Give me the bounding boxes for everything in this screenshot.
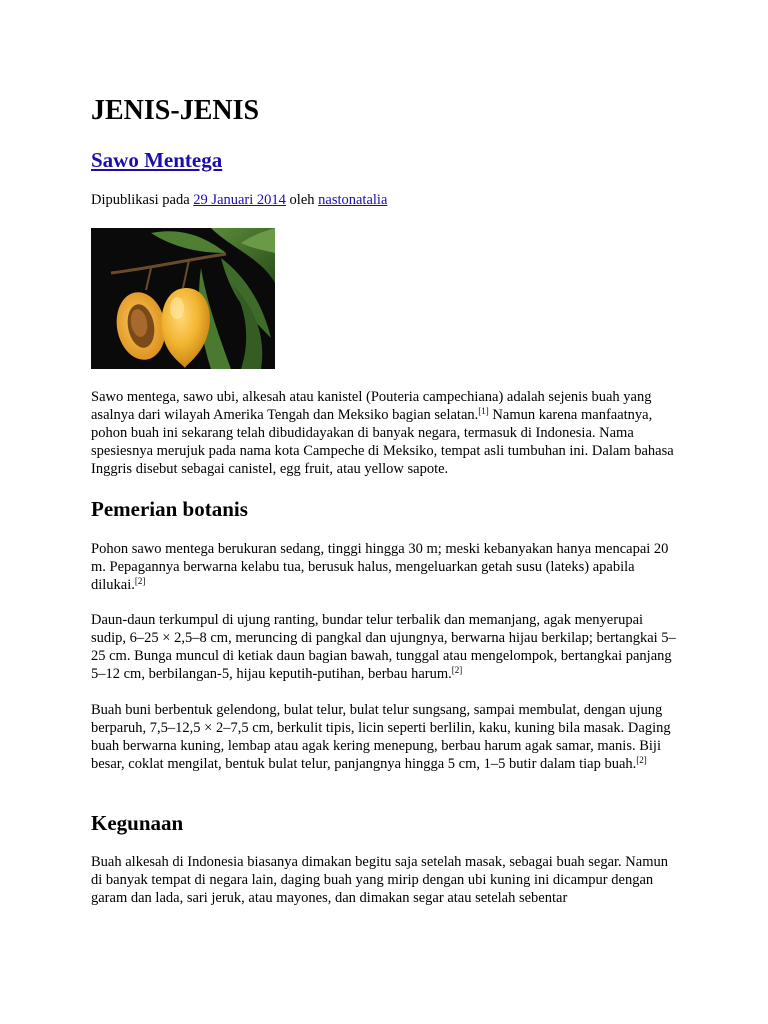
page-title: JENIS-JENIS [91,95,260,126]
post-title [91,146,222,174]
post-date-link[interactable]: 29 Januari 2014 [193,192,286,208]
ref-2a[interactable]: [2] [134,576,146,586]
intro-paragraph [91,388,681,478]
ref-1[interactable]: [1] [478,406,489,416]
intro-text-2: Namun karena manfaatnya, pohon buah ini sekarang telah dibudidayakan di banyak negara, termasuk di Indonesia. Nama spesiesnya merujuk pada nama kota Campeche di Meksiko, tempat asli tumbuhan ini. Dalam bahasa Inggris disebut sebagai canistel, egg fruit, atau yellow sapote. [91,407,674,477]
botani-text-1: Pohon sawo mentega berukuran sedang, tinggi hingga 30 m; meski kebanyakan hanya mencapai 20 m. Pepagannya berwarna kelabu tua, berusuk halus, mengeluarkan getah susu (lateks) apabila dilukai. [91,541,669,593]
botani-text-3: Buah buni berbentuk gelendong, bulat telur, bulat telur sungsang, sampai membulat, dengan ujung berparuh, 7,5–12,5 × 2–7,5 cm, berkulit tipis, licin seperti berlilin, kaku, kuning bila masak. Daging buah berwarna kuning, lembap atau agak kering menepung, berbau harum agak samar, manis. Biji besar, coklat mengilat, bentuk bulat telur, panjangnya hingga 5 cm, 1–5 butir dalam tiap buah. [91,702,671,772]
byline [91,191,387,209]
ref-2b[interactable]: [2] [451,665,463,675]
fruit-photo-icon [91,228,275,369]
botani-text-2: Daun-daun terkumpul di ujung ranting, bundar telur terbalik dan memanjang, agak menyerupai sudip, 6–25 × 2,5–8 cm, meruncing di pangkal dan ujungnya, berwarna hijau berkilap; bertangkai 5–25 cm. Bunga muncul di ketiak daun bagian bawah, tunggal atau mengelompok, bertangkai panjang 5–12 cm, berbilangan-5, hijau keputih-putihan, berbau harum. [91,612,676,682]
byline-mid: oleh [285,192,319,208]
intro-text: Sawo mentega, sawo ubi, alkesah atau kanistel (Pouteria campechiana) adalah sejenis buah yang asalnya dari wilayah Amerika Tengah dan Meksiko bagian selatan. [91,389,652,423]
botani-paragraph-1 [91,540,681,594]
section-heading-kegunaan: Kegunaan [91,811,184,835]
section-heading-botani: Pemerian botanis [91,497,248,521]
ref-2c[interactable]: [2] [636,755,647,765]
byline-prefix: Dipublikasi pada [91,192,194,208]
botani-paragraph-2 [91,611,681,683]
botani-paragraph-3 [91,701,681,773]
kegunaan-paragraph-1 [91,853,681,907]
author-link[interactable]: nastonatalia [318,192,388,208]
fruit-photo [91,228,275,369]
kegunaan-text-1: Buah alkesah di Indonesia biasanya dimakan begitu saja setelah masak, sebagai buah segar. Namun di banyak tempat di negara lain, daging buah yang mirip dengan ubi kuning ini dicampur dengan garam dan lada, sari jeruk, atau mayones, dan dimakan segar atau setelah sebentar [91,854,668,906]
post-title-link[interactable]: Sawo Mentega [91,148,223,172]
